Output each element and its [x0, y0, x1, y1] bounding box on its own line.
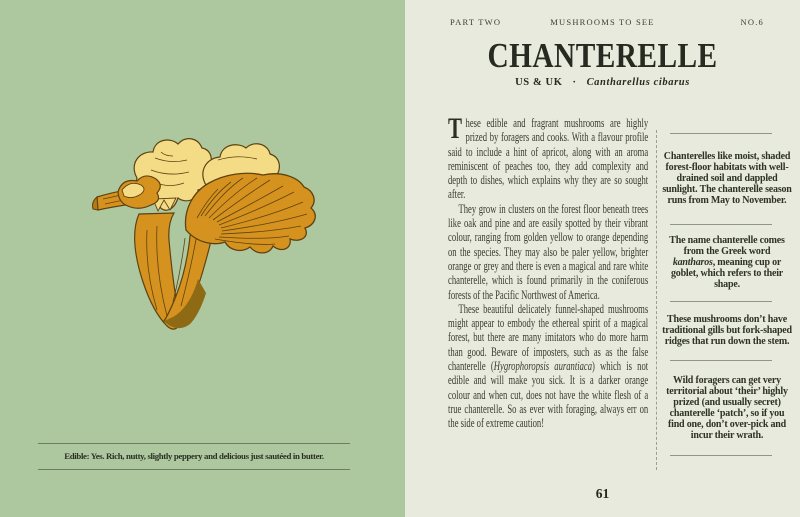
page-number: 61	[595, 486, 610, 501]
mushroom-side-clump	[118, 176, 160, 208]
running-head-part: PART TWO	[450, 17, 502, 27]
margin-notes	[660, 0, 794, 517]
note-foragers: Wild foragers can get very territorial about ‘their’ highly prized (and usually secret) chanterelle ‘patch’, so if you find one, don’t over-pick and incur their wrath.	[666, 374, 788, 441]
sidebar-rule	[670, 455, 772, 456]
column-divider	[656, 130, 657, 470]
chanterelle-illustration	[85, 130, 325, 335]
running-head-section: MUSHROOMS TO SEE	[550, 17, 655, 27]
latin-name: Cantharellus cibarus	[586, 77, 690, 88]
page-title: CHANTERELLE	[487, 36, 718, 75]
mushroom-orange-fan	[185, 173, 315, 253]
paragraph-3	[448, 302, 648, 431]
false-chanterelle-latin: Hygrophoropsis aurantiaca	[493, 359, 593, 374]
note-habitat: Chanterelles like moist, shaded forest-floor habitats with well-drained soil and dappled sunlight. The chanterelle season runs from May to November.	[662, 151, 792, 206]
paragraph-3-text: These beautiful delicately funnel-shaped mushrooms might appear to embody the ethereal spirit of a magical forest, but there are many imitators who do more harm than good. Beware of imposters, such as as the false chanterelle (	[448, 301, 649, 374]
running-head-number: NO.6	[740, 17, 764, 27]
caption-block	[38, 443, 350, 470]
body-text	[448, 112, 649, 431]
paragraph-1	[448, 112, 649, 202]
paragraph-2: They grow in clusters on the forest floor beneath trees like oak and pine and are easily spotted by their vibrant colour, ranging from golden yellow to orange depending on the species. They may also be paler yellow, brighter orange or grey and there is even a magical and rare white chanterelle, which is found primarily in the coniferous forests of the Pacific Northwest of America.	[448, 201, 649, 302]
paragraph-3-text-end: ) which is not edible and will make you sick. It is a darker orange colour and when cut, does not have the white flesh of a true chanterelle. So as ever with foraging, always err on the side of extreme caution!	[448, 359, 649, 431]
dropcap: T	[448, 112, 463, 145]
separator-dot: ·	[572, 77, 577, 88]
note-etymology: The name chanterelle comes from the Greek word kantharos, meaning cup or goblet, which refers to their shape.	[669, 235, 785, 290]
paragraph-1-text: hese edible and fragrant mushrooms are highly prized by foragers and cooks. With a flavour profile said to include a hint of apricot, along with an aroma reminiscent of peaches too, they add complexity and depth to dishes, which explains why they are so sought after.	[448, 116, 649, 202]
greek-word: kantharos	[672, 257, 713, 268]
region-label: US & UK	[515, 77, 563, 88]
right-page	[405, 0, 800, 517]
note-gills: These mushrooms don’t have traditional gills but fork-shaped ridges that run down the stem.	[662, 314, 792, 347]
caption-text: Edible: Yes. Rich, nutty, slightly peppery and delicious just sautéed in butter.	[64, 451, 324, 461]
